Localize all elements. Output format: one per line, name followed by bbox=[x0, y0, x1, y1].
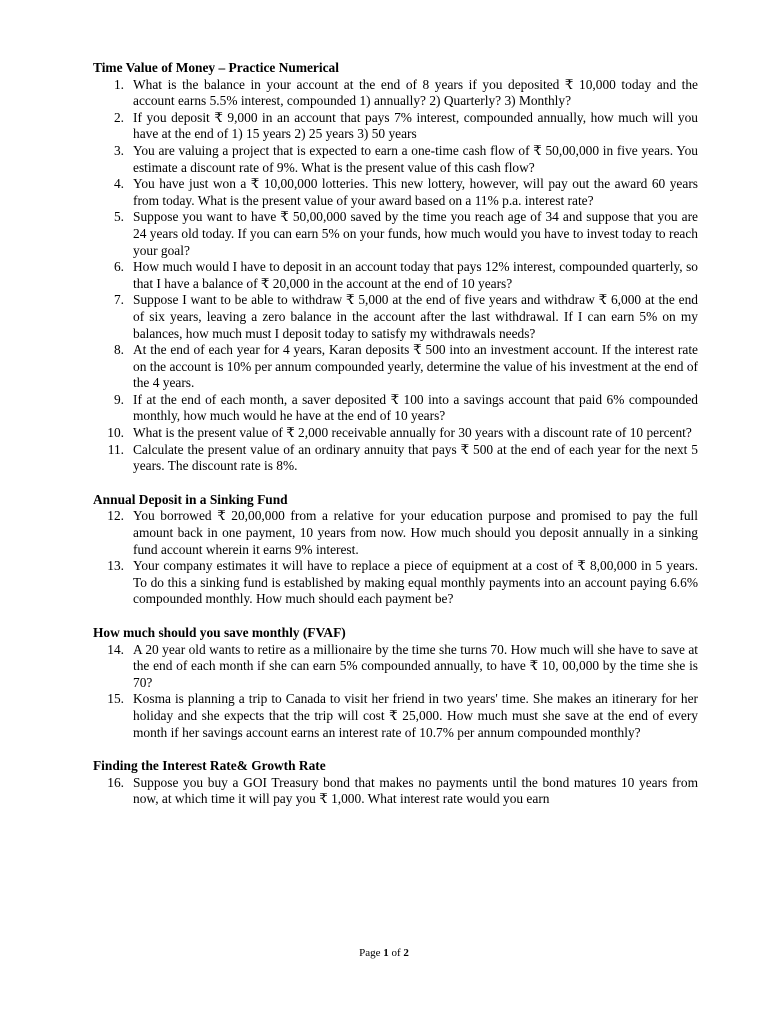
question-number: 12. bbox=[107, 508, 124, 524]
question-text: Suppose you want to have ₹ 50,00,000 saved by the time you reach age of 34 and suppose that you are 24 years old today. If you can earn 5% on your funds, how much would you have to invest today to reach your goal? bbox=[133, 209, 698, 258]
question-item bbox=[93, 292, 698, 342]
question-text: Suppose I want to be able to withdraw ₹ 5,000 at the end of five years and withdraw ₹ 6,000 at the end of six years, leaving a zero balance in the account after the last withdrawal. If I can earn 5% on my balances, how much must I deposit today to satisfy my withdrawals needs? bbox=[133, 292, 698, 341]
question-number: 13. bbox=[107, 558, 124, 574]
question-item bbox=[93, 392, 698, 425]
section bbox=[93, 625, 698, 741]
question-text: Kosma is planning a trip to Canada to visit her friend in two years' time. She makes an itinerary for her holiday and she expects that the trip will cost ₹ 25,000. How much must she save at the end of every month if her savings account earns an interest rate of 10.7% per annum compounded monthly? bbox=[133, 691, 698, 740]
section-heading: Annual Deposit in a Sinking Fund bbox=[93, 491, 288, 507]
question-number: 10. bbox=[107, 425, 124, 441]
question-item bbox=[93, 176, 698, 209]
document-body bbox=[93, 60, 698, 825]
section-heading: Finding the Interest Rate& Growth Rate bbox=[93, 758, 326, 774]
question-text: You are valuing a project that is expected to earn a one-time cash flow of ₹ 50,00,000 in five years. You estimate a discount rate of 9%. What is the present value of this cash flow? bbox=[133, 142, 698, 175]
question-number: 2. bbox=[113, 109, 124, 125]
question-number: 8. bbox=[113, 342, 124, 358]
question-item bbox=[93, 775, 698, 808]
question-text: If you deposit ₹ 9,000 in an account that pays 7% interest, compounded annually, how much will you have at the end of 1) 15 years 2) 25 years 3) 50 years bbox=[133, 109, 698, 142]
question-text: Your company estimates it will have to replace a piece of equipment at a cost of ₹ 8,00,000 in 5 years. To do this a sinking fund is established by making equal monthly payments into an account paying 6.6% compounded monthly. How much should each payment be? bbox=[133, 558, 698, 607]
question-list bbox=[93, 508, 698, 608]
question-item bbox=[93, 342, 698, 392]
question-number: 6. bbox=[113, 259, 124, 275]
question-item bbox=[93, 642, 698, 692]
question-item bbox=[93, 259, 698, 292]
question-item bbox=[93, 442, 698, 475]
question-text: Suppose you buy a GOI Treasury bond that makes no payments until the bond matures 10 years from now, at which time it will pay you ₹ 1,000. What interest rate would you earn bbox=[133, 774, 698, 807]
question-number: 7. bbox=[113, 292, 124, 308]
section bbox=[93, 60, 698, 475]
section-heading: Time Value of Money – Practice Numerical bbox=[93, 60, 339, 75]
footer-total-pages: 2 bbox=[403, 947, 409, 959]
question-item bbox=[93, 110, 698, 143]
question-text: What is the balance in your account at the end of 8 years if you deposited ₹ 10,000 today and the account earns 5.5% interest, compounded 1) annually? 2) Quarterly? 3) Monthly? bbox=[133, 76, 698, 109]
question-text: You borrowed ₹ 20,00,000 from a relative for your education purpose and promised to pay the full amount back in one payment, 10 years from now. How much should you deposit annually in a sinking fund account wherein it earns 9% interest. bbox=[133, 508, 698, 557]
question-text: How much would I have to deposit in an account today that pays 12% interest, compounded quarterly, so that I have a balance of ₹ 20,000 in the account at the end of 10 years? bbox=[133, 259, 698, 291]
footer-current-page: 1 bbox=[383, 947, 389, 959]
question-number: 15. bbox=[107, 691, 124, 707]
section bbox=[93, 758, 698, 808]
footer-mid: of bbox=[388, 947, 404, 959]
question-text: If at the end of each month, a saver deposited ₹ 100 into a savings account that paid 6% compounded monthly, how much would he have at the end of 10 years? bbox=[133, 391, 698, 424]
question-number: 3. bbox=[113, 142, 124, 158]
question-number: 14. bbox=[107, 641, 124, 657]
question-item bbox=[93, 508, 698, 558]
question-list bbox=[93, 77, 698, 475]
question-text: What is the present value of ₹ 2,000 receivable annually for 30 years with a discount rate of 10 percent? bbox=[133, 425, 692, 441]
question-list bbox=[93, 775, 698, 808]
question-item bbox=[93, 209, 698, 259]
question-item bbox=[93, 558, 698, 608]
question-text: A 20 year old wants to retire as a millionaire by the time she turns 70. How much will she have to save at the end of each month if she can earn 5% compounded annually, to have ₹ 10, 00,000 by the time she is 70? bbox=[133, 641, 698, 690]
page-footer bbox=[0, 946, 768, 960]
question-list bbox=[93, 642, 698, 742]
question-item bbox=[93, 691, 698, 741]
question-text: Calculate the present value of an ordinary annuity that pays ₹ 500 at the end of each year for the next 5 years. The discount rate is 8%. bbox=[133, 441, 698, 474]
question-item bbox=[93, 77, 698, 110]
question-number: 5. bbox=[113, 209, 124, 225]
question-number: 9. bbox=[113, 391, 124, 407]
section bbox=[93, 492, 698, 608]
section-heading: How much should you save monthly (FVAF) bbox=[93, 625, 346, 640]
question-number: 16. bbox=[107, 774, 124, 790]
footer-prefix: Page bbox=[359, 947, 384, 959]
question-item bbox=[93, 425, 698, 442]
question-text: You have just won a ₹ 10,00,000 lotteries. This new lottery, however, will pay out the award 60 years from today. What is the present value of your award based on a 11% p.a. interest rate? bbox=[133, 176, 698, 208]
question-item bbox=[93, 143, 698, 176]
question-number: 1. bbox=[113, 76, 124, 92]
question-number: 11. bbox=[107, 441, 124, 457]
question-text: At the end of each year for 4 years, Karan deposits ₹ 500 into an investment account. If the interest rate on the account is 10% per annum compounded yearly, determine the value of his investment at the end of the 4 years. bbox=[133, 342, 698, 391]
question-number: 4. bbox=[113, 176, 124, 192]
